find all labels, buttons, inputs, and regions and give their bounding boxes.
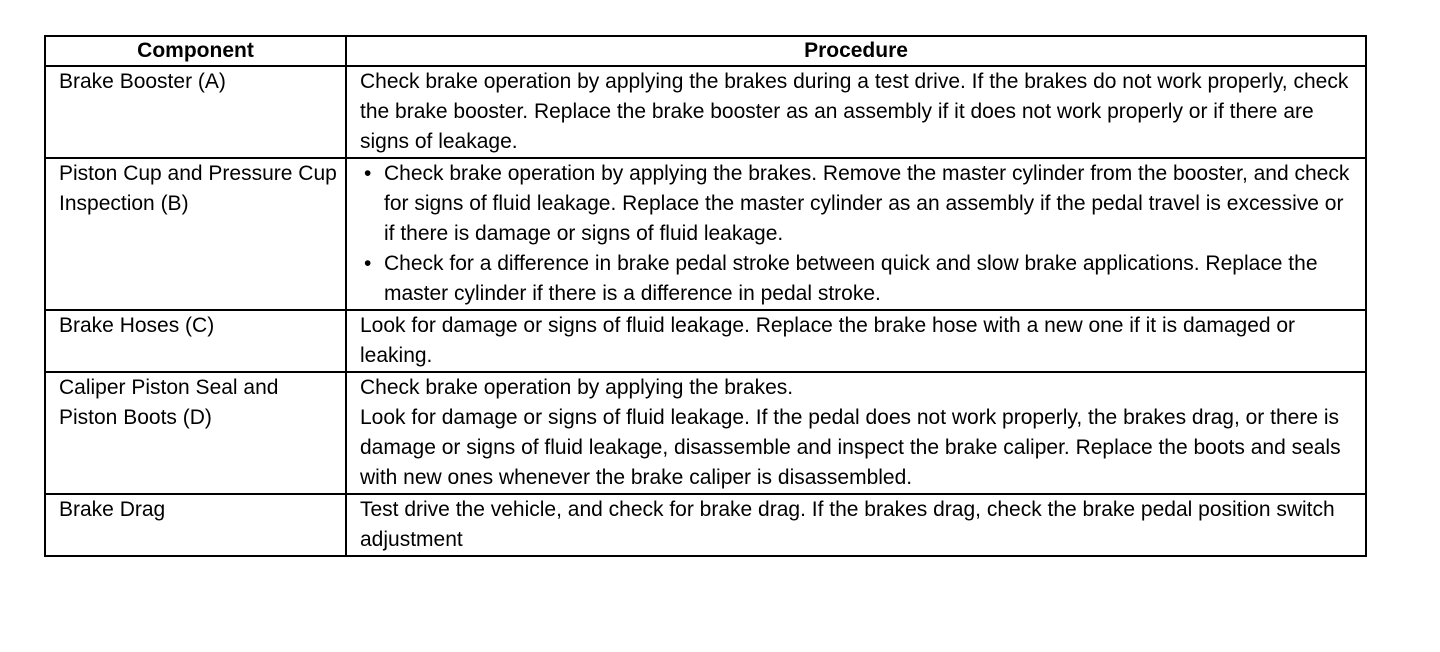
bullet-icon: • <box>364 252 372 275</box>
procedure-bullet-list <box>360 159 1353 309</box>
header-row <box>45 36 1366 66</box>
procedure-cell <box>346 494 1366 556</box>
column-header-component: Component <box>45 36 346 66</box>
inspection-table <box>44 35 1367 557</box>
procedure-cell <box>346 372 1366 494</box>
procedure-cell <box>346 158 1366 310</box>
procedure-bullet-text: Check for a difference in brake pedal stroke between quick and slow brake applications. Replace the master cylinder if there is a difference in pedal stroke. <box>384 252 1318 305</box>
table-row <box>45 494 1366 556</box>
procedure-cell <box>346 310 1366 372</box>
column-header-procedure: Procedure <box>346 36 1366 66</box>
table-row <box>45 372 1366 494</box>
procedure-bullet-item <box>360 159 1353 249</box>
procedure-text: Test drive the vehicle, and check for brake drag. If the brakes drag, check the brake pedal position switch adjustment <box>360 498 1335 551</box>
procedure-text: Check brake operation by applying the brakes. <box>360 376 794 399</box>
component-cell: Brake Hoses (C) <box>45 310 346 372</box>
procedure-text: Look for damage or signs of fluid leakage. Replace the brake hose with a new one if it is damaged or leaking. <box>360 314 1296 367</box>
table-row <box>45 66 1366 158</box>
component-cell: Brake Booster (A) <box>45 66 346 158</box>
procedure-text: Look for damage or signs of fluid leakage. If the pedal does not work properly, the brakes drag, or there is damage or signs of fluid leakage, disassemble and inspect the brake caliper. Replace the boots and seals with new ones whenever the brake caliper is disassembled. <box>360 406 1341 489</box>
component-cell: Caliper Piston Seal and Piston Boots (D) <box>45 372 346 494</box>
procedure-bullet-text: Check brake operation by applying the brakes. Remove the master cylinder from the booster, and check for signs of fluid leakage. Replace the master cylinder as an assembly if the pedal travel is excessive or if there is damage or signs of fluid leakage. <box>384 162 1350 245</box>
table-row <box>45 310 1366 372</box>
component-cell: Piston Cup and Pressure Cup Inspection (B) <box>45 158 346 310</box>
procedure-cell <box>346 66 1366 158</box>
component-cell: Brake Drag <box>45 494 346 556</box>
bullet-icon: • <box>364 162 372 185</box>
table-row <box>45 158 1366 310</box>
procedure-bullet-item <box>360 249 1353 309</box>
procedure-text: Check brake operation by applying the brakes during a test drive. If the brakes do not work properly, check the brake booster. Replace the brake booster as an assembly if it does not work properly or if there are signs of leakage. <box>360 70 1349 153</box>
